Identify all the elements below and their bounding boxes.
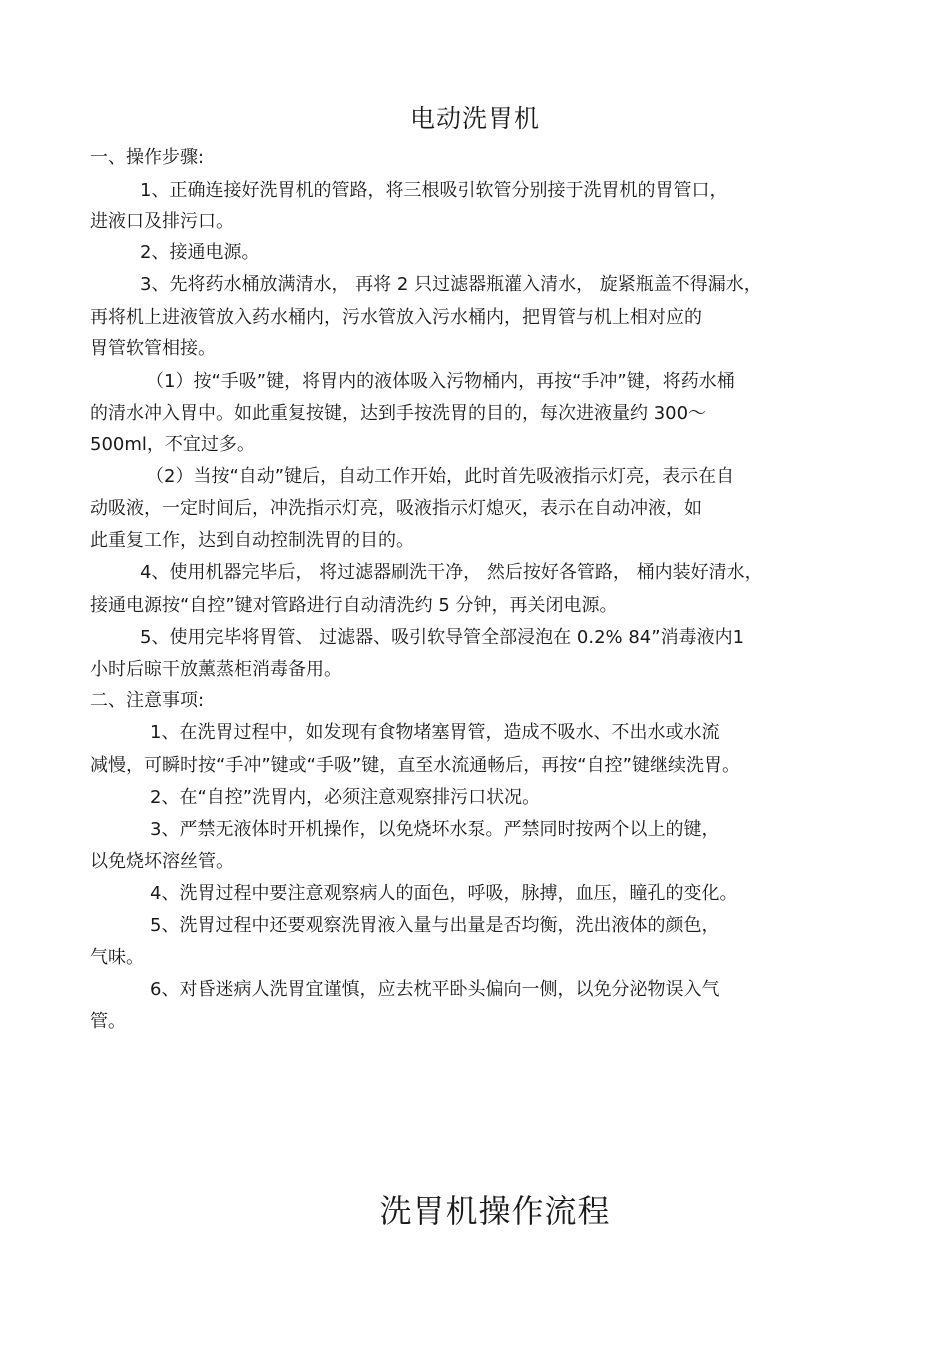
text-line: 5、洗胃过程中还要观察洗胃液入量与出量是否均衡，洗出液体的颜色， [150,915,720,936]
text-line: 此重复工作，达到自动控制洗胃的目的。 [90,530,414,551]
text-line: 二、注意事项: [90,690,205,711]
text-line: 动吸液，一定时间后，冲洗指示灯亮，吸液指示灯熄灭，表示在自动冲液，如 [90,498,702,519]
text-line: 2、在“自控”洗胃内，必须注意观察排污口状况。 [150,787,541,808]
text-line: 减慢，可瞬时按“手冲”键或“手吸”键，直至水流通畅后，再按“自控”键继续洗胃。 [90,755,740,776]
document-title: 电动洗胃机 [409,104,540,133]
section-title: 洗胃机操作流程 [379,1192,611,1230]
text-line: 4、洗胃过程中要注意观察病人的面色，呼吸，脉搏，血压，瞳孔的变化。 [150,883,738,904]
text-line: 1、正确连接好洗胃机的管路，将三根吸引软管分别接于洗胃机的胃管口， [140,180,728,201]
text-line: 2、接通电源。 [140,242,260,263]
text-line: 气味。 [90,947,144,968]
text-line: 的清水冲入胃中。如此重复按键，达到手按洗胃的目的，每次进液量约 300～ [90,403,707,424]
text-line: （1）按“手吸”键，将胃内的液体吸入污物桶内，再按“手冲”键，将药水桶 [146,371,735,392]
text-line: 3、先将药水桶放满清水， 再将 2 只过滤器瓶灌入清水， 旋紧瓶盖不得漏水， [140,274,762,295]
text-line: 500ml，不宜过多。 [90,434,255,455]
text-line: 1、在洗胃过程中，如发现有食物堵塞胃管，造成不吸水、不出水或水流 [150,722,720,743]
text-line: 以免烧坏溶丝管。 [90,851,234,872]
text-line: （2）当按“自动”键后，自动工作开始，此时首先吸液指示灯亮，表示在自 [146,466,735,487]
text-line: 一、操作步骤: [90,147,205,168]
text-line: 进液口及排污口。 [90,211,234,232]
text-line: 小时后晾干放薰蒸柜消毒备用。 [90,659,342,680]
text-line: 3、严禁无液体时开机操作，以免烧坏水泵。严禁同时按两个以上的键， [150,819,720,840]
text-line: 接通电源按“自控”键对管路进行自动清洗约 5 分钟，再关闭电源。 [90,595,618,616]
text-line: 管。 [90,1011,126,1032]
text-line: 4、使用机器完毕后， 将过滤器刷洗干净， 然后按好各管路， 桶内装好清水， [140,562,763,583]
text-line: 再将机上进液管放入药水桶内，污水管放入污水桶内，把胃管与机上相对应的 [90,307,702,328]
text-line: 6、对昏迷病人洗胃宜谨慎，应去枕平卧头偏向一侧，以免分泌物误入气 [150,979,720,1000]
text-line: 5、使用完毕将胃管、 过滤器、吸引软导管全部浸泡在 0.2% 84”消毒液内1 [140,627,745,648]
text-line: 胃管软管相接。 [90,338,216,359]
